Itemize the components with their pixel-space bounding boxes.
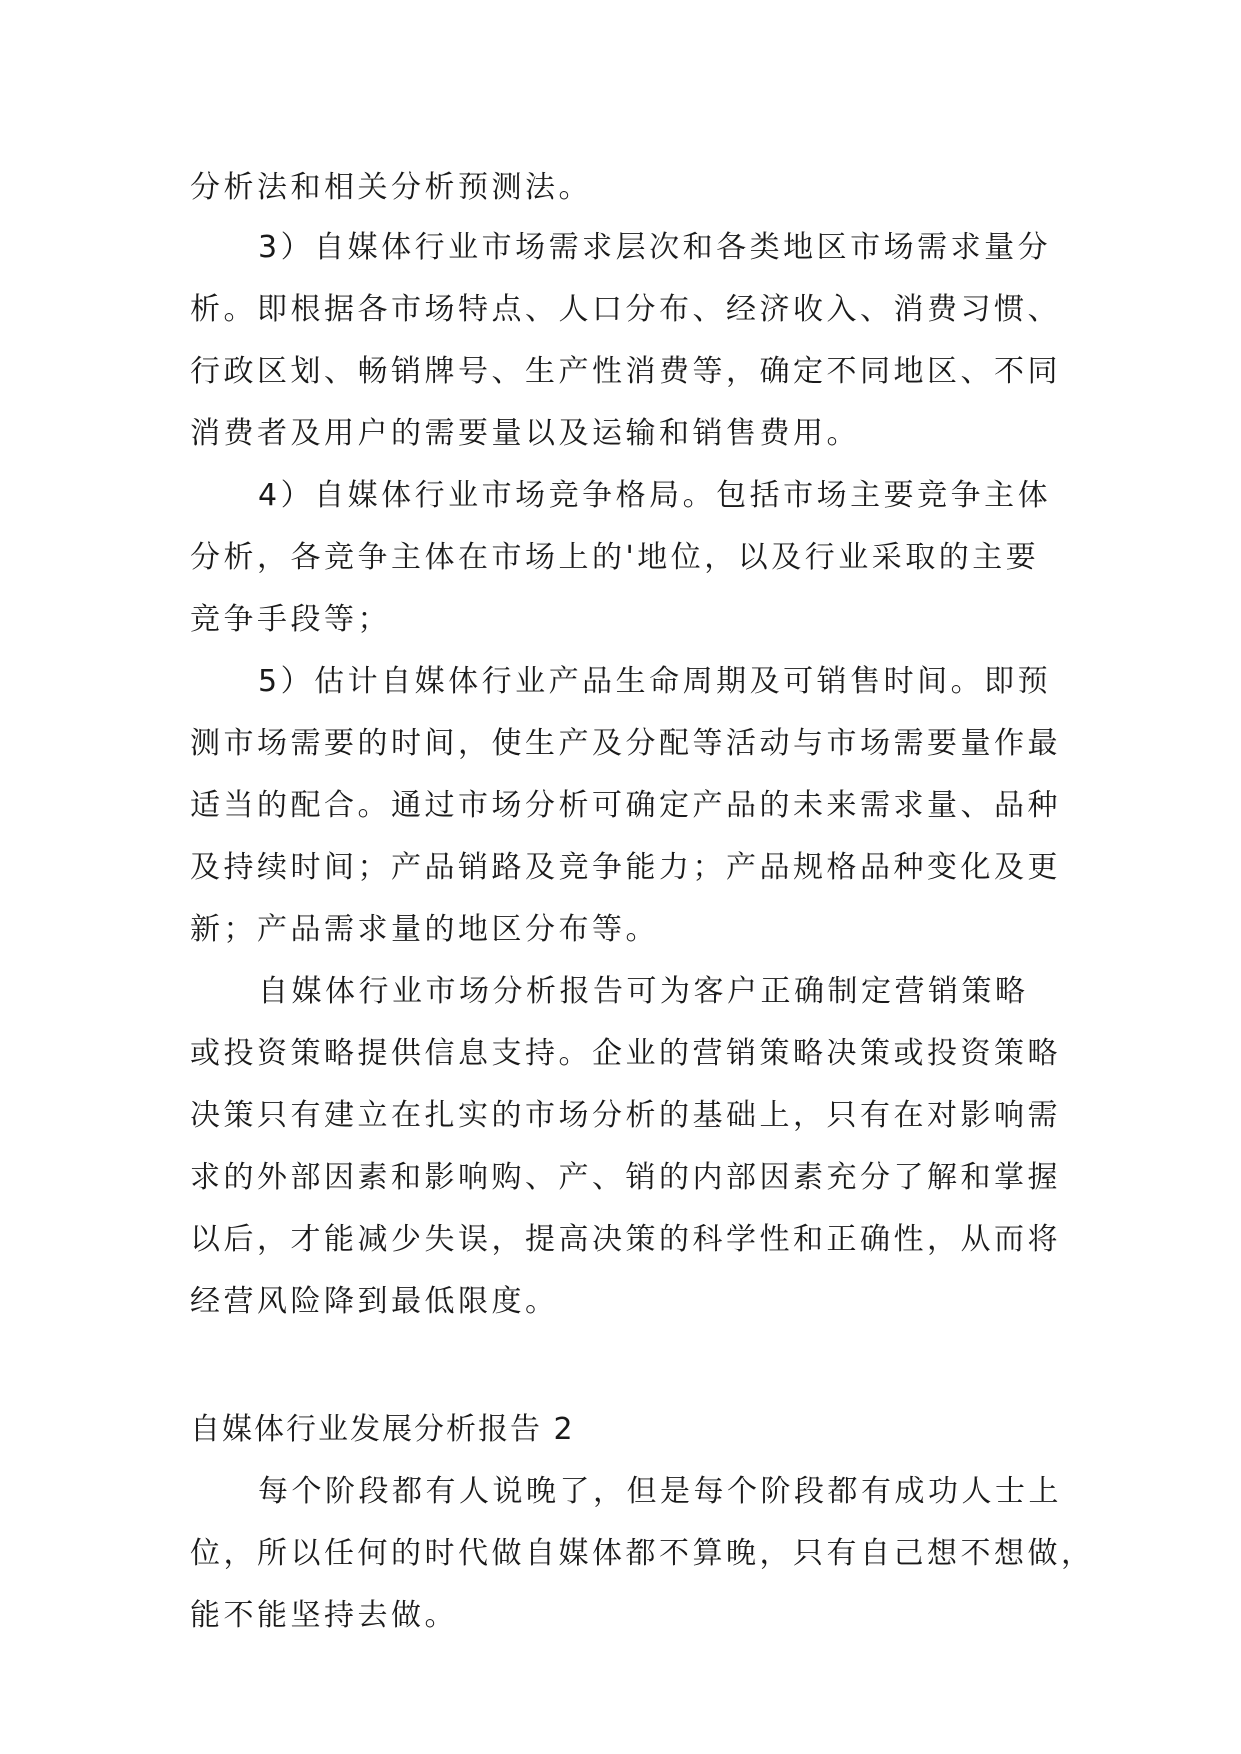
- paragraph-line: 适当的配合。通过市场分析可确定产品的未来需求量、品种: [190, 788, 1061, 823]
- paragraph-line: 测市场需要的时间，使生产及分配等活动与市场需要量作最: [190, 726, 1061, 761]
- paragraph-line: 及持续时间；产品销路及竞争能力；产品规格品种变化及更: [190, 850, 1061, 885]
- paragraph-line: 分析，各竞争主体在市场上的'地位，以及行业采取的主要: [190, 540, 1040, 575]
- paragraph-line: 决策只有建立在扎实的市场分析的基础上，只有在对影响需: [190, 1098, 1061, 1133]
- paragraph-line: 分析法和相关分析预测法。: [190, 170, 592, 205]
- paragraph-line: 自媒体行业市场分析报告可为客户正确制定营销策略: [258, 974, 1029, 1009]
- paragraph-line: 行政区划、畅销牌号、生产性消费等，确定不同地区、不同: [190, 354, 1061, 389]
- paragraph-line: 能不能坚持去做。: [190, 1598, 458, 1633]
- paragraph-line: 或投资策略提供信息支持。企业的营销策略决策或投资策略: [190, 1036, 1061, 1071]
- paragraph-line: 位，所以任何的时代做自媒体都不算晚，只有自己想不想做，: [190, 1536, 1095, 1571]
- paragraph-line: 4）自媒体行业市场竞争格局。包括市场主要竞争主体: [258, 478, 1052, 513]
- paragraph-line: 竞争手段等；: [190, 602, 391, 637]
- paragraph-line: 3）自媒体行业市场需求层次和各类地区市场需求量分: [258, 230, 1052, 265]
- paragraph-line: 析。即根据各市场特点、人口分布、经济收入、消费习惯、: [190, 292, 1061, 327]
- paragraph-line: 每个阶段都有人说晚了，但是每个阶段都有成功人士上: [258, 1474, 1062, 1509]
- paragraph-line: 新；产品需求量的地区分布等。: [190, 912, 659, 947]
- section-heading: 自媒体行业发展分析报告 2: [190, 1412, 575, 1447]
- paragraph-line: 5）估计自媒体行业产品生命周期及可销售时间。即预: [258, 664, 1052, 699]
- paragraph-line: 以后，才能减少失误，提高决策的科学性和正确性，从而将: [190, 1222, 1061, 1257]
- paragraph-line: 求的外部因素和影响购、产、销的内部因素充分了解和掌握: [190, 1160, 1061, 1195]
- paragraph-line: 消费者及用户的需要量以及运输和销售费用。: [190, 416, 860, 451]
- paragraph-line: 经营风险降到最低限度。: [190, 1284, 559, 1319]
